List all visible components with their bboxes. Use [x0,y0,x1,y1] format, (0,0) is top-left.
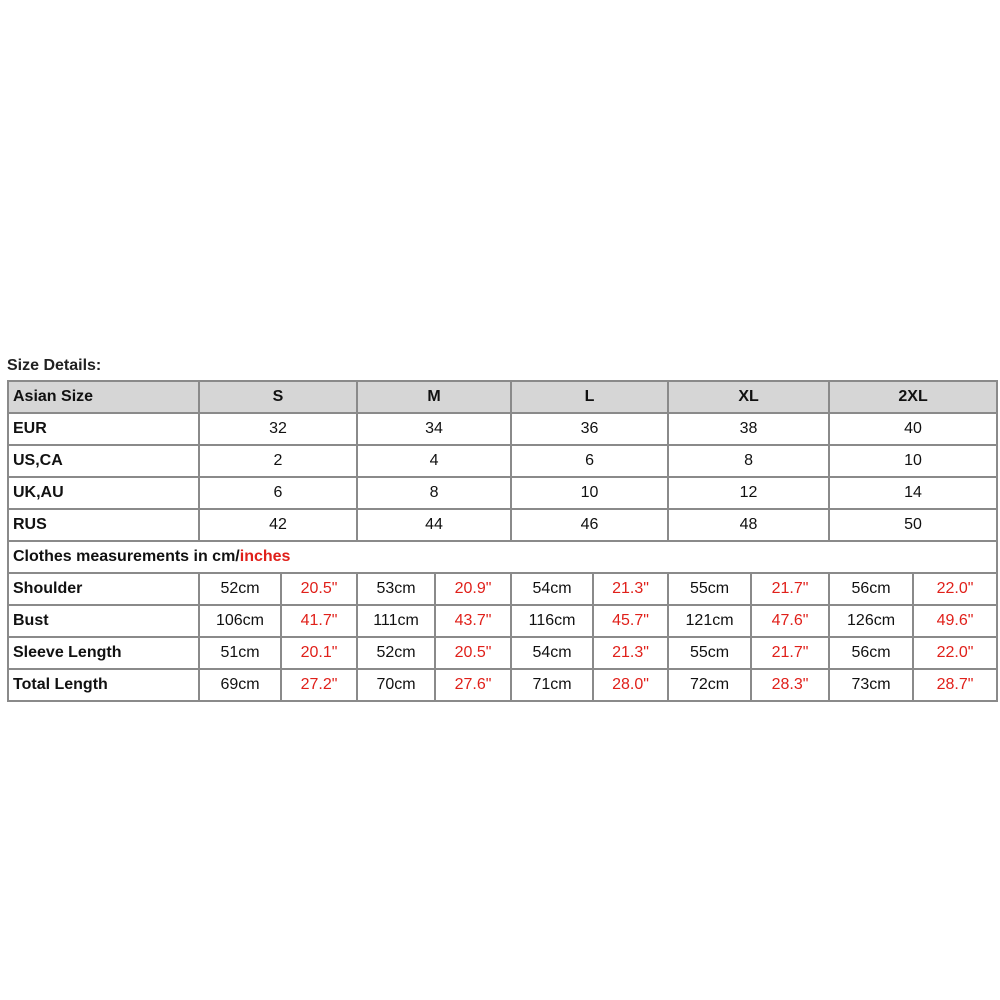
inch-cell: 43.7" [435,605,511,637]
table-cell: 36 [511,413,668,445]
inch-cell: 21.7" [751,573,829,605]
inch-cell: 21.3" [593,637,668,669]
cm-cell: 73cm [829,669,913,701]
cm-cell: 56cm [829,573,913,605]
inch-cell: 47.6" [751,605,829,637]
inch-cell: 21.3" [593,573,668,605]
table-cell: 8 [357,477,511,509]
table-cell: 14 [829,477,997,509]
table-cell: 40 [829,413,997,445]
inch-cell: 27.2" [281,669,357,701]
measurements-heading-highlight: inches [239,548,291,565]
table-cell: 6 [199,477,357,509]
table-cell: 46 [511,509,668,541]
size-header-s: S [199,381,357,413]
table-cell: 42 [199,509,357,541]
size-chart-table [7,380,998,702]
conversion-row-us [8,445,997,477]
inch-cell: 27.6" [435,669,511,701]
header-label: Asian Size [8,381,199,413]
cm-cell: 54cm [511,637,593,669]
inch-cell: 20.5" [281,573,357,605]
inch-cell: 49.6" [913,605,997,637]
cm-cell: 70cm [357,669,435,701]
page-title: Size Details: [7,357,102,374]
table-cell: 8 [668,445,829,477]
cm-cell: 51cm [199,637,281,669]
inch-cell: 28.7" [913,669,997,701]
cm-cell: 72cm [668,669,751,701]
row-label: Total Length [8,669,199,701]
table-cell: 12 [668,477,829,509]
cm-cell: 106cm [199,605,281,637]
measurement-row-sleeve-length [8,637,997,669]
row-label: US,CA [8,445,199,477]
inch-cell: 21.7" [751,637,829,669]
header-row [8,381,997,413]
cm-cell: 121cm [668,605,751,637]
row-label: Shoulder [8,573,199,605]
table-cell: 32 [199,413,357,445]
inch-cell: 41.7" [281,605,357,637]
table-cell: 2 [199,445,357,477]
cm-cell: 71cm [511,669,593,701]
measurement-row-shoulder [8,573,997,605]
size-header-l: L [511,381,668,413]
row-label: EUR [8,413,199,445]
measurements-heading-prefix: Clothes measurements in cm/ [13,548,240,565]
cm-cell: 116cm [511,605,593,637]
cm-cell: 126cm [829,605,913,637]
measurements-heading [8,541,997,573]
table-cell: 50 [829,509,997,541]
table-cell: 38 [668,413,829,445]
size-header-m: M [357,381,511,413]
cm-cell: 53cm [357,573,435,605]
row-label: UK,AU [8,477,199,509]
inch-cell: 20.5" [435,637,511,669]
table-cell: 10 [511,477,668,509]
inch-cell: 22.0" [913,573,997,605]
conversion-row-uk [8,477,997,509]
row-label: RUS [8,509,199,541]
inch-cell: 28.3" [751,669,829,701]
table-cell: 34 [357,413,511,445]
measurement-row-bust [8,605,997,637]
table-cell: 10 [829,445,997,477]
cm-cell: 55cm [668,573,751,605]
cm-cell: 111cm [357,605,435,637]
inch-cell: 22.0" [913,637,997,669]
inch-cell: 20.1" [281,637,357,669]
row-label: Sleeve Length [8,637,199,669]
conversion-row-rus [8,509,997,541]
cm-cell: 52cm [199,573,281,605]
size-header-2xl: 2XL [829,381,997,413]
inch-cell: 45.7" [593,605,668,637]
table-cell: 6 [511,445,668,477]
measurements-heading-row [8,541,997,573]
measurement-row-total-length [8,669,997,701]
table-cell: 44 [357,509,511,541]
conversion-row-eur [8,413,997,445]
inch-cell: 20.9" [435,573,511,605]
cm-cell: 56cm [829,637,913,669]
inch-cell: 28.0" [593,669,668,701]
row-label: Bust [8,605,199,637]
cm-cell: 69cm [199,669,281,701]
cm-cell: 55cm [668,637,751,669]
cm-cell: 54cm [511,573,593,605]
table-cell: 4 [357,445,511,477]
table-cell: 48 [668,509,829,541]
cm-cell: 52cm [357,637,435,669]
size-header-xl: XL [668,381,829,413]
